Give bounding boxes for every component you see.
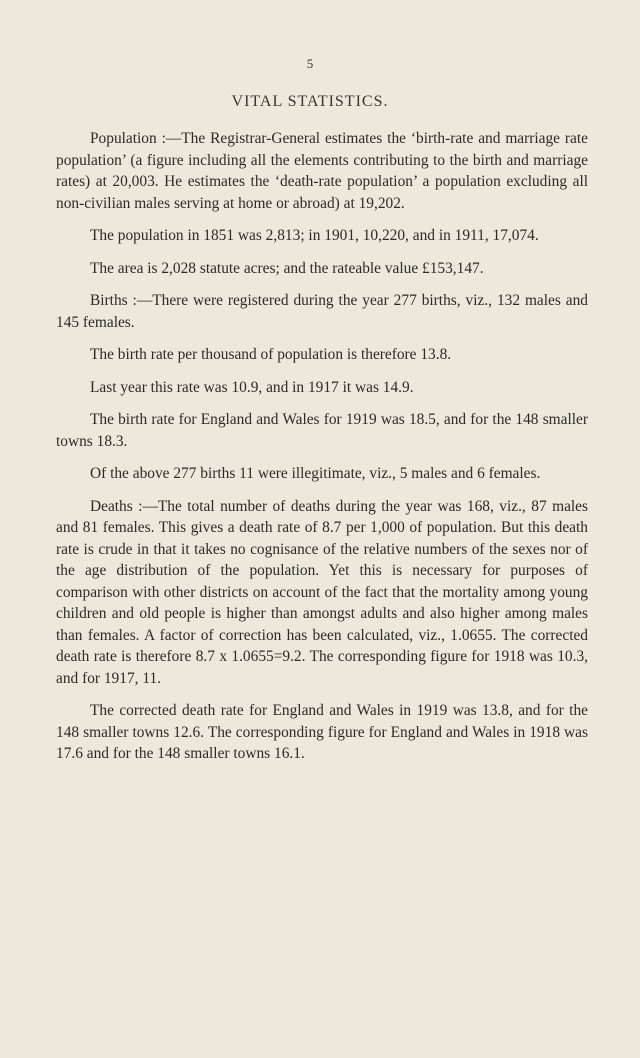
- paragraph-birth-rate: The birth rate per thousand of population is therefore 13.8.: [90, 346, 452, 363]
- paragraph-area: The area is 2,028 statute acres; and the rateable value £153,147.: [90, 259, 484, 277]
- page-number: 5: [306, 56, 314, 71]
- paragraph-illegitimate: Of the above 277 births 11 were illegitimate, viz., 5 males and 6 females.: [90, 465, 541, 482]
- body-text: [56, 128, 588, 776]
- paragraph-population: Population :—The Registrar-General estimates the ‘birth-rate and marriage rate population’ (a figure including all the elements contributing to the birth and marriage rates) at 20,003. He estimates the ‘death-rate population’ a population excluding all non-civilian males serving at home or abroad) at 19,202.: [56, 130, 588, 212]
- paragraph-births: Births :—There were registered during the year 277 births, viz., 132 males and 145 females.: [56, 292, 588, 331]
- paragraph-population-history: The population in 1851 was 2,813; in 1901, 10,220, and in 1911, 17,074.: [90, 227, 539, 244]
- paragraph-england-wales-birth-rate: The birth rate for England and Wales for 1919 was 18.5, and for the 148 smaller towns 18.3.: [56, 411, 588, 450]
- page-title: VITAL STATISTICS.: [231, 93, 389, 110]
- paragraph-last-year-rate: Last year this rate was 10.9, and in 1917 it was 14.9.: [90, 378, 414, 396]
- paragraph-deaths: Deaths :—The total number of deaths during the year was 168, viz., 87 males and 81 females. This gives a death rate of 8.7 per 1,000 of population. But this death rate is crude in that it takes no cognisance of the relative numbers of the sexes nor of the age distribution of the population. Yet this is necessary for purposes of comparison with other districts on account of the fact that the mortality among young children and old people is higher than amongst adults and also higher among males than females. A factor of correction has been calculated, viz., 1.0655. The corrected death rate is therefore 8.7 x 1.0655=9.2. The corresponding figure for 1918 was 10.3, and for 1917, 11.: [56, 497, 588, 687]
- paragraph-corrected-death-rate: The corrected death rate for England and Wales in 1919 was 13.8, and for the 148 smaller towns 12.6. The corresponding figure for England and Wales in 1918 was 17.6 and for the 148 smaller towns 16.1.: [56, 702, 588, 762]
